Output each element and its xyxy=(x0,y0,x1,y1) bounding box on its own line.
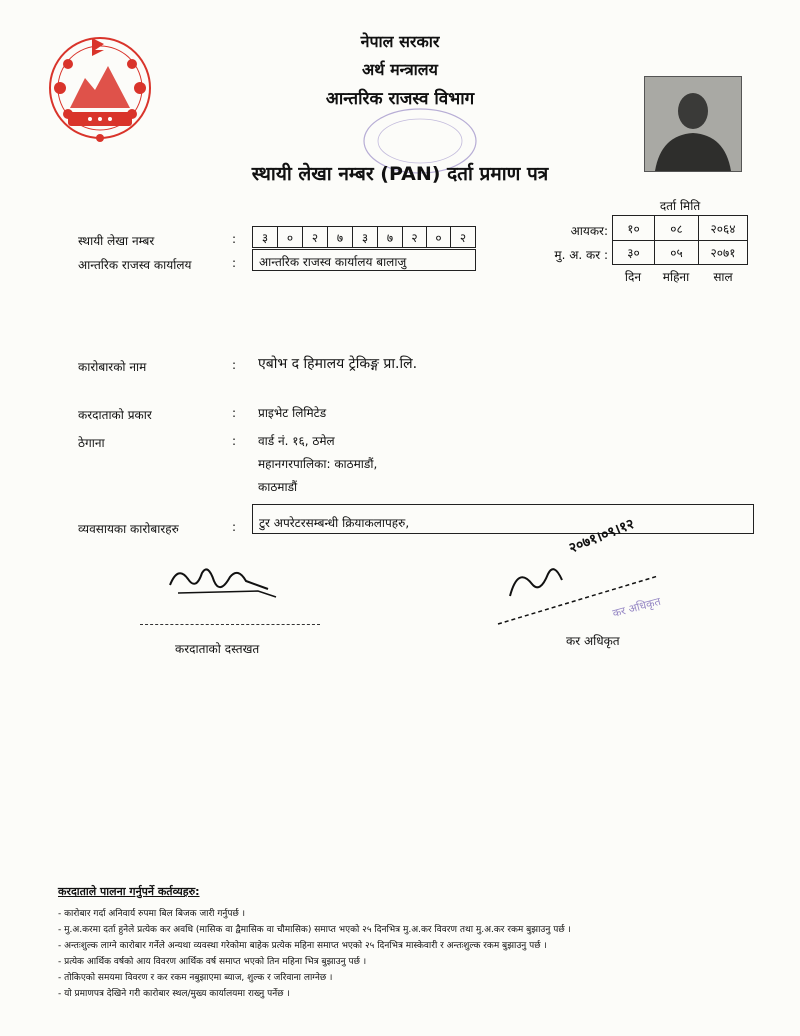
pan-digit: २ xyxy=(303,227,328,247)
date-day: ३० xyxy=(613,240,655,264)
address-line: महानगरपालिका: काठमाडौं, xyxy=(258,457,378,471)
date-month: ०८ xyxy=(655,216,699,240)
date-footer-month: महिना xyxy=(662,270,690,284)
date-row-income-tax-label: आयकर: xyxy=(570,224,608,238)
pan-digit: ७ xyxy=(378,227,403,247)
officer-handwritten-date: २०७१।०९।१२ xyxy=(566,516,637,557)
business-activity-value: टुर अपरेटरसम्बन्धी क्रियाकलापहरु, xyxy=(252,504,754,534)
business-name-value: एबोभ द हिमालय ट्रेकिङ्ग प्रा.लि. xyxy=(258,356,418,372)
pan-digit: २ xyxy=(459,230,467,245)
date-month: ०५ xyxy=(655,240,699,264)
list-item: - अन्तःशुल्क लाग्ने कारोबार गर्नेले अन्यथा व्यवस्था गरेकोमा बाहेक प्रत्येक महिना समाप्त भएको २५ दिनभित्र मास्केवारी र अन्तःशुल्क रकम बुझाउनु पर्छ । xyxy=(58,941,547,951)
taxpayer-signature-line xyxy=(140,624,320,625)
date-footer-day: दिन xyxy=(624,270,642,284)
pan-digit: ० xyxy=(427,227,451,247)
date-day: १० xyxy=(613,216,655,240)
list-item: - कारोबार गर्दा अनिवार्य रुपमा बिल बिजक जारी गर्नुपर्छ । xyxy=(58,909,246,919)
list-item: - तोकिएको समयमा विवरण र कर रकम नबुझाएमा ब्याज, शुल्क र जरिवाना लाग्नेछ । xyxy=(58,973,333,983)
list-item: - मु.अ.करमा दर्ता हुनेले प्रत्येक कर अवधि (मासिक वा द्वैमासिक वा चौमासिक) समाप्त भएको २५ दिनभित्र मु.अ.कर विवरण तथा मु.अ.कर रकम बुझाउनु पर्छ । xyxy=(58,925,571,935)
office-value: आन्तरिक राजस्व कार्यालय बालाजु xyxy=(252,249,476,271)
date-year: २०६४ xyxy=(710,221,736,236)
pan-digit: ० xyxy=(278,227,303,247)
date-row-vat xyxy=(613,240,747,264)
address-line: काठमाडौं xyxy=(258,480,298,494)
duties-list xyxy=(58,906,778,1002)
registration-date-heading: दर्ता मिति xyxy=(659,199,701,213)
business-activity-label: व्यवसायका कारोबारहरु xyxy=(78,522,179,536)
header-ministry: अर्थ मन्त्रालय xyxy=(362,60,438,79)
certificate-title: स्थायी लेखा नम्बर (PAN) दर्ता प्रमाण पत्र xyxy=(251,163,549,185)
address-label: ठेगाना xyxy=(78,436,105,450)
address-line: वार्ड नं. १६, ठमेल xyxy=(258,434,335,448)
date-row-vat-label: मु. अ. कर : xyxy=(554,248,608,262)
business-activity-colon: : xyxy=(232,520,237,534)
pan-digit: ७ xyxy=(328,227,353,247)
date-year: २०७१ xyxy=(710,245,736,260)
officer-stamp-text: कर अधिकृत xyxy=(611,594,663,621)
pan-label: स्थायी लेखा नम्बर xyxy=(78,234,155,248)
office-label: आन्तरिक राजस्व कार्यालय xyxy=(78,258,192,272)
duties-title: करदाताले पालना गर्नुपर्ने कर्तव्यहरु: xyxy=(58,885,200,898)
pan-colon: : xyxy=(232,232,237,246)
header-government: नेपाल सरकार xyxy=(360,32,440,51)
pan-digit: ३ xyxy=(253,227,278,247)
pan-digit: ३ xyxy=(353,227,378,247)
address-colon: : xyxy=(232,434,237,448)
taxpayer-type-colon: : xyxy=(232,406,237,420)
business-name-colon: : xyxy=(232,358,237,372)
taxpayer-signature-caption: करदाताको दस्तखत xyxy=(175,642,260,656)
business-name-label: कारोबारको नाम xyxy=(78,360,147,374)
date-footer-year: साल xyxy=(713,270,733,284)
taxpayer-signature-icon xyxy=(158,555,298,615)
office-colon: : xyxy=(232,256,237,270)
pan-digit: २ xyxy=(403,227,427,247)
registration-date-table xyxy=(612,215,748,265)
taxpayer-type-label: करदाताको प्रकार xyxy=(78,408,152,422)
list-item: - यो प्रमाणपत्र देखिने गरी कारोबार स्थल/मुख्य कार्यालयमा राख्नु पर्नेछ । xyxy=(58,989,290,999)
pan-digit-boxes xyxy=(252,226,476,248)
list-item: - प्रत्येक आर्थिक वर्षको आय विवरण आर्थिक वर्ष समाप्त भएको तिन महिना भित्र बुझाउनु पर्छ । xyxy=(58,957,367,967)
taxpayer-photo xyxy=(644,76,742,172)
date-row-income-tax xyxy=(613,216,747,241)
header-department: आन्तरिक राजस्व विभाग xyxy=(325,89,475,109)
taxpayer-type-value: प्राइभेट लिमिटेड xyxy=(258,406,327,420)
officer-signature-caption: कर अधिकृत xyxy=(566,634,620,648)
